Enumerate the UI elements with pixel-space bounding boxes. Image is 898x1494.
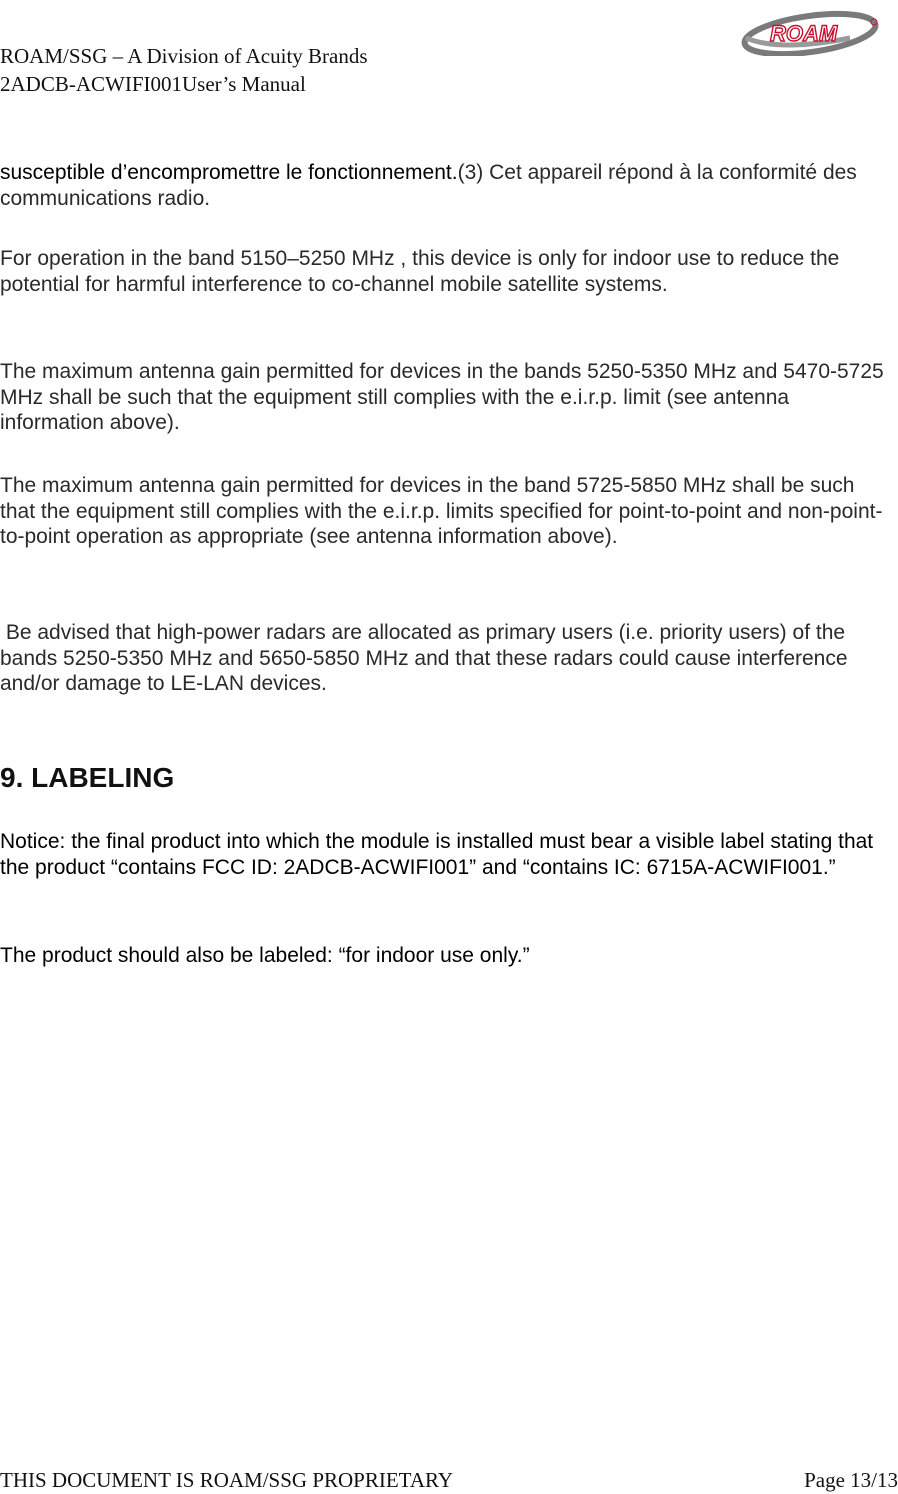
section-title-labeling: 9. LABELING	[0, 762, 175, 793]
paragraph-indoor-use: The product should also be labeled: “for indoor use only.”	[0, 944, 530, 967]
paragraph-remainder: (3) Cet appareil répond à la conformité des communications radio.	[0, 161, 857, 210]
footer-page-number: Page 13/13	[804, 1468, 898, 1492]
paragraph-antenna-gain-5250: The maximum antenna gain permitted for devices in the bands 5250-5350 MHz and 5470-5725 MHz shall be such that the equipment still complies with the e.i.r.p. limit (see antenna information above).	[0, 360, 884, 434]
paragraph-french-conformity	[0, 160, 892, 211]
footer-proprietary-notice: THIS DOCUMENT IS ROAM/SSG PROPRIETARY	[0, 1468, 454, 1492]
logo-wordmark: ROAM	[770, 21, 838, 46]
paragraph-labeling-notice: Notice: the final product into which the module is installed must bear a visible label stating that the product “contains FCC ID: 2ADCB-ACWIFI001” and “contains IC: 6715A-ACWIFI001.”	[0, 830, 874, 879]
paragraph-radar-advisory: Be advised that high-power radars are allocated as primary users (i.e. priority users) of the bands 5250-5350 MHz and 5650-5850 MHz and that these radars could cause interference and/or damage to LE-LAN devices.	[0, 621, 854, 695]
paragraph-antenna-gain-5725: The maximum antenna gain permitted for devices in the band 5725-5850 MHz shall be such that the equipment still complies with the e.i.r.p. limits specified for point-to-point and non-point-to-point operation as appropriate (see antenna information above).	[0, 474, 883, 548]
header-company-line: ROAM/SSG – A Division of Acuity Brands	[0, 44, 368, 68]
header-manual-title: 2ADCB-ACWIFI001User’s Manual	[0, 72, 306, 96]
paragraph-5150-band: For operation in the band 5150–5250 MHz , this device is only for indoor use to reduce the potential for harmful interference to co-channel mobile satellite systems.	[0, 247, 840, 296]
roam-logo	[740, 8, 890, 56]
paragraph-lead-fragment: susceptible d’encompromettre le fonctionnement.	[0, 161, 458, 184]
